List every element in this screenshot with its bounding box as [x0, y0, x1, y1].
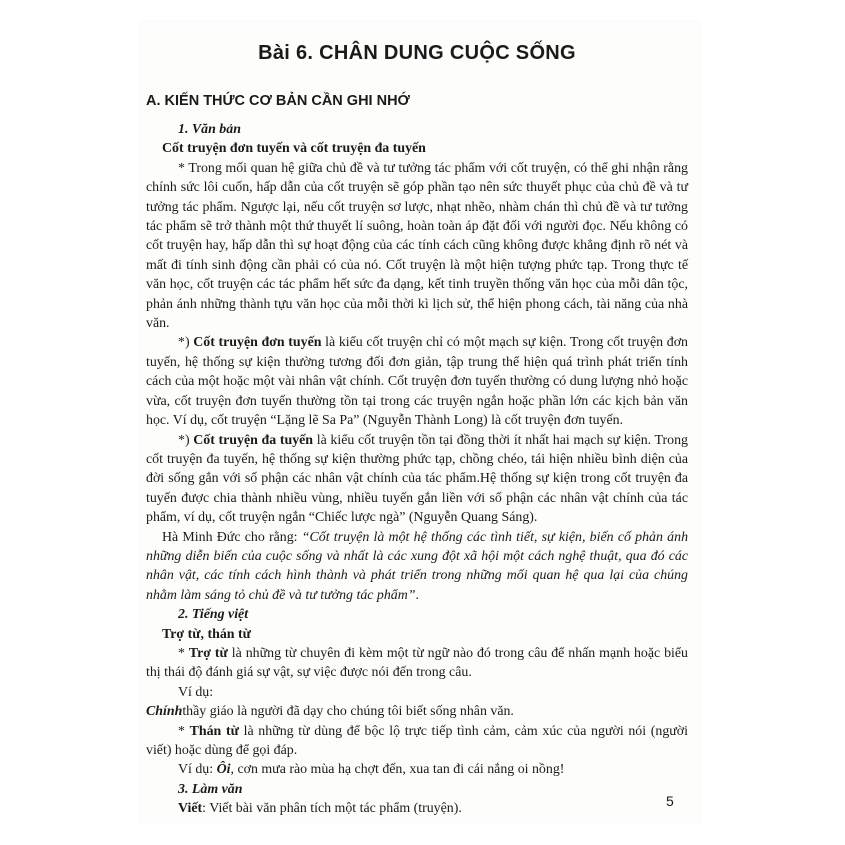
part2-topic: Trợ từ, thán từ — [162, 626, 251, 642]
particle-text: là những từ chuyên đi kèm một từ ngữ nào đó trong câu để nhấn mạnh hoặc biểu thị thái độ đánh giá sự vật, sự việc được nói đến trong câu. — [146, 645, 689, 681]
interj-prefix: * — [178, 723, 190, 739]
particle-term: Trợ từ — [188, 645, 228, 661]
single-plot-text: là kiểu cốt truyện chỉ có một mạch sự kiện. Trong cốt truyện đơn tuyến, hệ thống sự kiện thường tương đối đơn giản, tập trung thể hiện quá trình phát triển tính cách của một hoặc một vài nhân vật chính. Cốt truyện đơn tuyến thường có dung lượng nhỏ hoặc vừa, cốt truyện đơn tuyến thường tồn tại trong các truyện ngắn hoặc phần lớn các kịch bản văn học. Ví dụ, cốt truyện “Lặng lẽ Sa Pa” (Nguyễn Thành Long) là cốt truyện đơn tuyến. — [146, 335, 689, 429]
paragraph-writing — [146, 799, 688, 818]
example-particle-text: thầy giáo là người đã dạy cho chúng tôi biết sống nhân văn. — [182, 704, 514, 720]
writing-prefix: Viết — [178, 801, 203, 817]
particle-prefix: * — [178, 645, 189, 661]
multi-plot-text: là kiểu cốt truyện tồn tại đồng thời ít nhất hai mạch sự kiện. Trong cốt truyện đa tuyến, hệ thống sự kiện thường phức tạp, chồng chéo, tái hiện nhiều bình diện của đời sống gắn với số phận các nhân vật chính của tác phẩm.Hệ thống sự kiện trong cốt truyện đa tuyến được chia thành nhiều vùng, nhiều tuyến gắn liền với số phận các nhân vật chính của tác phẩm, ví dụ, cốt truyện ngắn “Chiếc lược ngà” (Nguyễn Quang Sáng). — [146, 432, 689, 526]
interjection-term: Thán từ — [189, 723, 239, 739]
example-interj-text: , cơn mưa rào mùa hạ chợt đến, xua tan đi cái nắng oi nồng! — [230, 762, 565, 778]
paragraph-multi-plot — [146, 431, 688, 528]
lesson-title: Bài 6. CHÂN DUNG CUỘC SỐNG — [258, 42, 576, 64]
quote-intro: Hà Minh Đức cho rằng: — [162, 529, 302, 545]
single-plot-term: Cốt truyện đơn tuyến — [193, 335, 322, 351]
part1-heading: 1. Văn bản — [178, 122, 241, 137]
paragraph-interjection — [146, 722, 688, 761]
writing-text: : Viết bài văn phân tích một tác phẩm (truyện). — [202, 801, 462, 817]
paragraph-particle — [146, 644, 688, 683]
body-text — [146, 120, 688, 819]
part3-heading: 3. Làm văn — [178, 781, 243, 797]
example-interjection — [146, 760, 688, 779]
example-particle-word: Chính — [146, 704, 183, 720]
part1-topic: Cốt truyện đơn tuyến và cốt truyện đa tuyến — [162, 141, 426, 157]
single-prefix: *) — [178, 335, 194, 351]
paragraph-single-plot — [146, 333, 688, 430]
quote-end: . — [415, 587, 419, 603]
interjection-text: là những từ dùng để bộc lộ trực tiếp tình cảm, cảm xúc của người nói (người viết) hoặc dùng để gọi đáp. — [146, 723, 689, 758]
example-particle — [146, 702, 688, 721]
example-interj-label: Ví dụ: — [178, 762, 217, 778]
page-number: 5 — [666, 793, 674, 809]
multi-plot-term: Cốt truyện đa tuyến — [193, 432, 314, 448]
section-a-heading: A. KIẾN THỨC CƠ BẢN CẦN GHI NHỚ — [146, 93, 410, 109]
example-interj-word: Ôi — [216, 762, 231, 778]
part2-heading: 2. Tiếng việt — [178, 607, 249, 623]
multi-prefix: *) — [178, 432, 194, 448]
quote-text: “Cốt truyện là một hệ thống các tình tiết, sự kiện, biến cố phản ánh những diễn biến của cuộc sống và nhất là các xung đột xã hội một cách nghệ thuật, qua đó các nhân vật, các tính cách hình thành và phát triển trong những mối quan hệ qua lại của chúng nhằm làm sáng tỏ chủ đề và tư tưởng tác phẩm” — [146, 529, 689, 603]
example-label: Ví dụ: — [178, 684, 214, 700]
paragraph-quote — [146, 528, 688, 606]
paragraph-plot-intro: * Trong mối quan hệ giữa chủ đề và tư tưởng tác phẩm với cốt truyện, có thể ghi nhận rằng chính sức lôi cuốn, hấp dẫn của cốt truyện sẽ góp phần tạo nên sức thuyết phục của chủ đề và tư tưởng tác phẩm. Ngược lại, nếu cốt truyện sơ lược, nhạt nhẽo, nhàm chán thì chủ đề và tư tưởng tác phẩm sẽ trở thành một thứ thuyết lí suông, hoàn toàn áp đặt đối với người đọc. Nếu không có cốt truyện hay, hấp dẫn thì sự hoạt động của các tính cách cũng không được khẳng định rõ nét và mất đi tính sinh động cần phải có của nó. Cốt truyện là một hiện tượng phức tạp. Trong thực tế văn học, cốt truyện các tác phẩm hết sức đa dạng, kết tinh truyền thống văn học của mỗi dân tộc, phản ánh những thành tựu văn học của mỗi thời kì lịch sử, thể hiện phong cách, tài năng của nhà văn. — [146, 160, 688, 332]
